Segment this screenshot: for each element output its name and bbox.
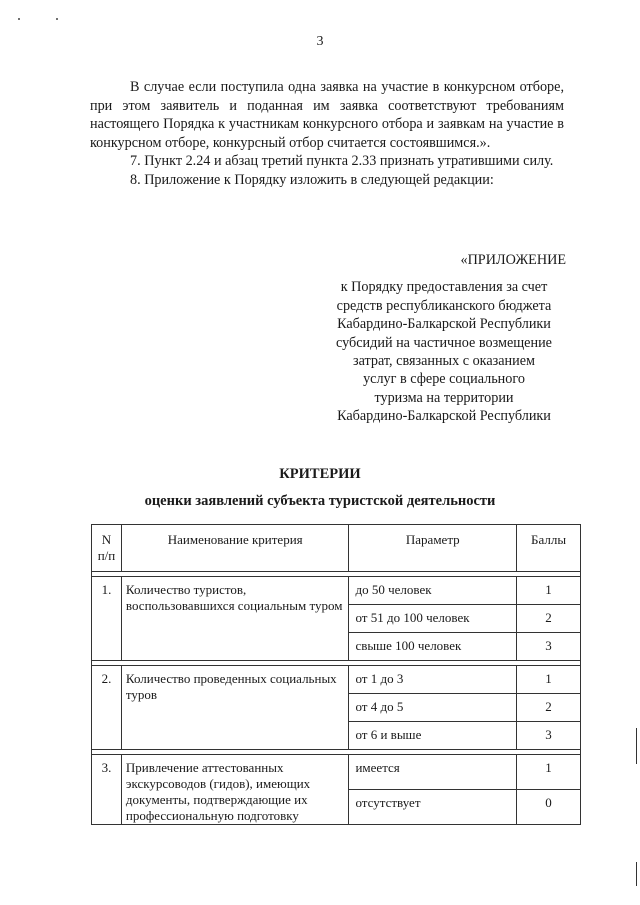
appendix-line: Кабардино-Балкарской Республики (337, 408, 551, 425)
score-cell: 1 (517, 577, 581, 605)
parameter-cell: от 6 и выше (349, 722, 517, 750)
appendix-line: туризма на территории (374, 389, 514, 406)
table-header-row (92, 525, 581, 572)
parameter-cell: свыше 100 человек (349, 633, 517, 661)
appendix-line: Кабардино-Балкарской Республики (337, 316, 551, 333)
criterion-name: Количество туристов, воспользовавшихся социальным туром (121, 577, 349, 661)
row-number: 3. (92, 755, 122, 825)
header-score: Баллы (517, 525, 581, 572)
criteria-subtitle: оценки заявлений субъекта туристской деятельности (144, 493, 496, 509)
scan-speck (56, 18, 58, 20)
parameter-cell: отсутствует (349, 790, 517, 825)
header-number-line: п/п (97, 548, 116, 563)
parameter-cell: от 1 до 3 (349, 666, 517, 694)
criterion-name: Количество проведенных социальных туров (121, 666, 349, 750)
table-row (92, 666, 581, 694)
row-number: 1. (92, 577, 122, 661)
header-number-line: N (101, 532, 112, 547)
body-text (90, 78, 564, 190)
header-number (92, 525, 122, 572)
score-cell: 2 (517, 605, 581, 633)
score-cell: 2 (517, 694, 581, 722)
score-cell: 1 (517, 666, 581, 694)
appendix-line: субсидий на частичное возмещение (336, 334, 552, 351)
paragraph: В случае если поступила одна заявка на участие в конкурсном отборе, при этом заявитель и поданная им заявка соответствуют требованиям настоящего Порядка к участникам конкурсного отбора и заявкам на участие в конкурсном отборе, конкурсный отбор считается состоявшимся.». (90, 79, 564, 151)
appendix-line: услуг в сфере социального (363, 371, 525, 388)
appendix-heading (322, 251, 566, 426)
page-number: 3 (316, 34, 324, 49)
table-row (92, 755, 581, 790)
parameter-cell: имеется (349, 755, 517, 790)
header-parameter: Параметр (349, 525, 517, 572)
criteria-table (91, 524, 581, 825)
paragraph: 8. Приложение к Порядку изложить в следующей редакции: (130, 171, 494, 188)
score-cell: 3 (517, 722, 581, 750)
appendix-line: затрат, связанных с оказанием (352, 353, 536, 370)
parameter-cell: от 51 до 100 человек (349, 605, 517, 633)
score-cell: 1 (517, 755, 581, 790)
scan-speck (18, 18, 20, 20)
scan-edge-mark (636, 862, 637, 886)
table-row (92, 577, 581, 605)
criterion-name: Привлечение аттестованных экскурсоводов (гидов), имеющих документы, подтверждающие их профессиональную подготовку (121, 755, 349, 825)
parameter-cell: до 50 человек (349, 577, 517, 605)
parameter-cell: от 4 до 5 (349, 694, 517, 722)
appendix-line: к Порядку предоставления за счет (340, 279, 548, 296)
appendix-line: средств республиканского бюджета (336, 297, 552, 314)
header-criterion-name: Наименование критерия (121, 525, 349, 572)
row-number: 2. (92, 666, 122, 750)
appendix-title: «ПРИЛОЖЕНИЕ (460, 252, 566, 268)
score-cell: 3 (517, 633, 581, 661)
scan-edge-mark (636, 728, 637, 764)
score-cell: 0 (517, 790, 581, 825)
criteria-title: КРИТЕРИИ (279, 466, 361, 482)
paragraph: 7. Пункт 2.24 и абзац третий пункта 2.33 признать утратившими силу. (130, 153, 554, 170)
